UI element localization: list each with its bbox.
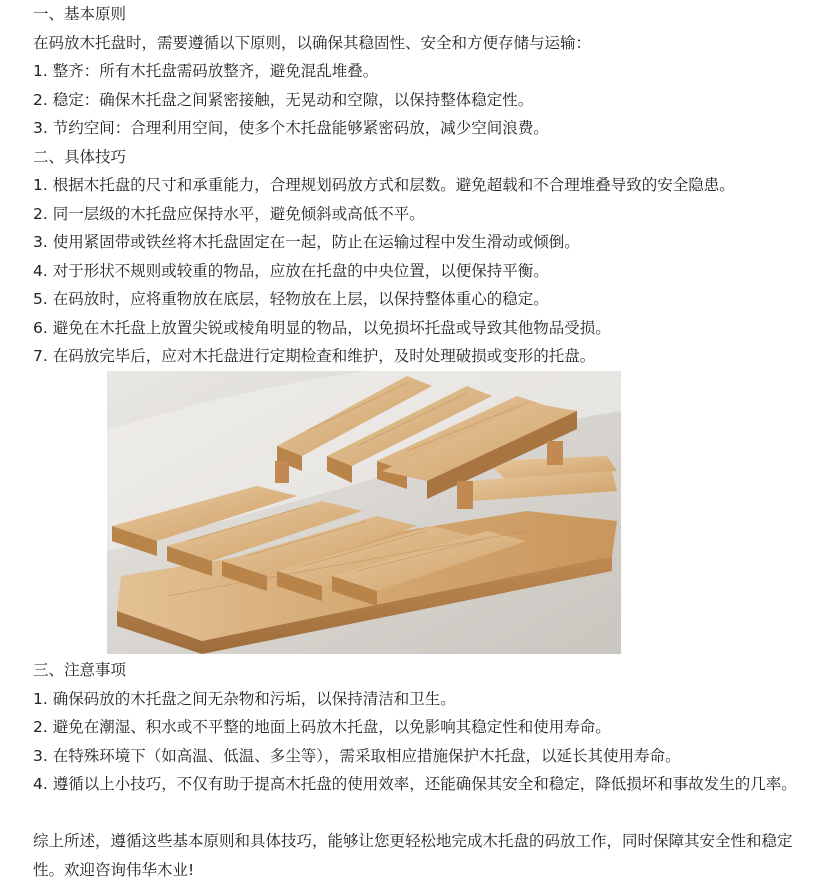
list-item: 7. 在码放完毕后，应对木托盘进行定期检查和维护，及时处理破损或变形的托盘。 [33, 347, 596, 365]
list-item: 6. 避免在木托盘上放置尖锐或棱角明显的物品，以免损坏托盘或导致其他物品受损。 [33, 318, 611, 337]
section-heading-tips: 二、具体技巧 [33, 147, 127, 166]
section-heading-principles: 一、基本原则 [33, 5, 127, 23]
conclusion-paragraph: 综上所述，遵循这些基本原则和具体技巧，能够让您更轻松地完成木托盘的码放工作，同时保障其安全性和稳定性。欢迎咨询伟华木业! [33, 832, 793, 879]
list-item: 1. 根据木托盘的尺寸和承重能力，合理规划码放方式和层数。避免超载和不合理堆叠导致的安全隐患。 [33, 176, 735, 194]
list-item: 1. 整齐：所有木托盘需码放整齐，避免混乱堆叠。 [33, 62, 379, 80]
list-item: 2. 同一层级的木托盘应保持水平，避免倾斜或高低不平。 [33, 204, 425, 223]
list-item: 4. 遵循以上小技巧，不仅有助于提高木托盘的使用效率，还能确保其安全和稳定，降低损坏和事故发生的几率。 [33, 775, 797, 793]
list-item: 5. 在码放时，应将重物放在底层，轻物放在上层，以保持整体重心的稳定。 [33, 290, 549, 308]
list-item: 2. 避免在潮湿、积水或不平整的地面上码放木托盘，以免影响其稳定性和使用寿命。 [33, 718, 611, 736]
list-item: 1. 确保码放的木托盘之间无杂物和污垢，以保持清洁和卫生。 [33, 689, 456, 708]
list-item: 3. 在特殊环境下（如高温、低温、多尘等），需采取相应措施保护木托盘，以延长其使用寿命。 [33, 746, 681, 765]
list-item: 3. 使用紧固带或铁丝将木托盘固定在一起，防止在运输过程中发生滑动或倾倒。 [33, 233, 580, 251]
section-heading-notes: 三、注意事项 [33, 661, 127, 679]
list-item: 3. 节约空间：合理利用空间，使多个木托盘能够紧密码放，减少空间浪费。 [33, 119, 549, 137]
list-item: 4. 对于形状不规则或较重的物品，应放在托盘的中央位置，以便保持平衡。 [33, 261, 549, 280]
list-item: 2. 稳定：确保木托盘之间紧密接触，无晃动和空隙，以保持整体稳定性。 [33, 90, 534, 109]
section-intro: 在码放木托盘时，需要遵循以下原则，以确保其稳固性、安全和方便存储与运输： [33, 33, 592, 52]
wooden-pallet-photo [107, 371, 621, 654]
